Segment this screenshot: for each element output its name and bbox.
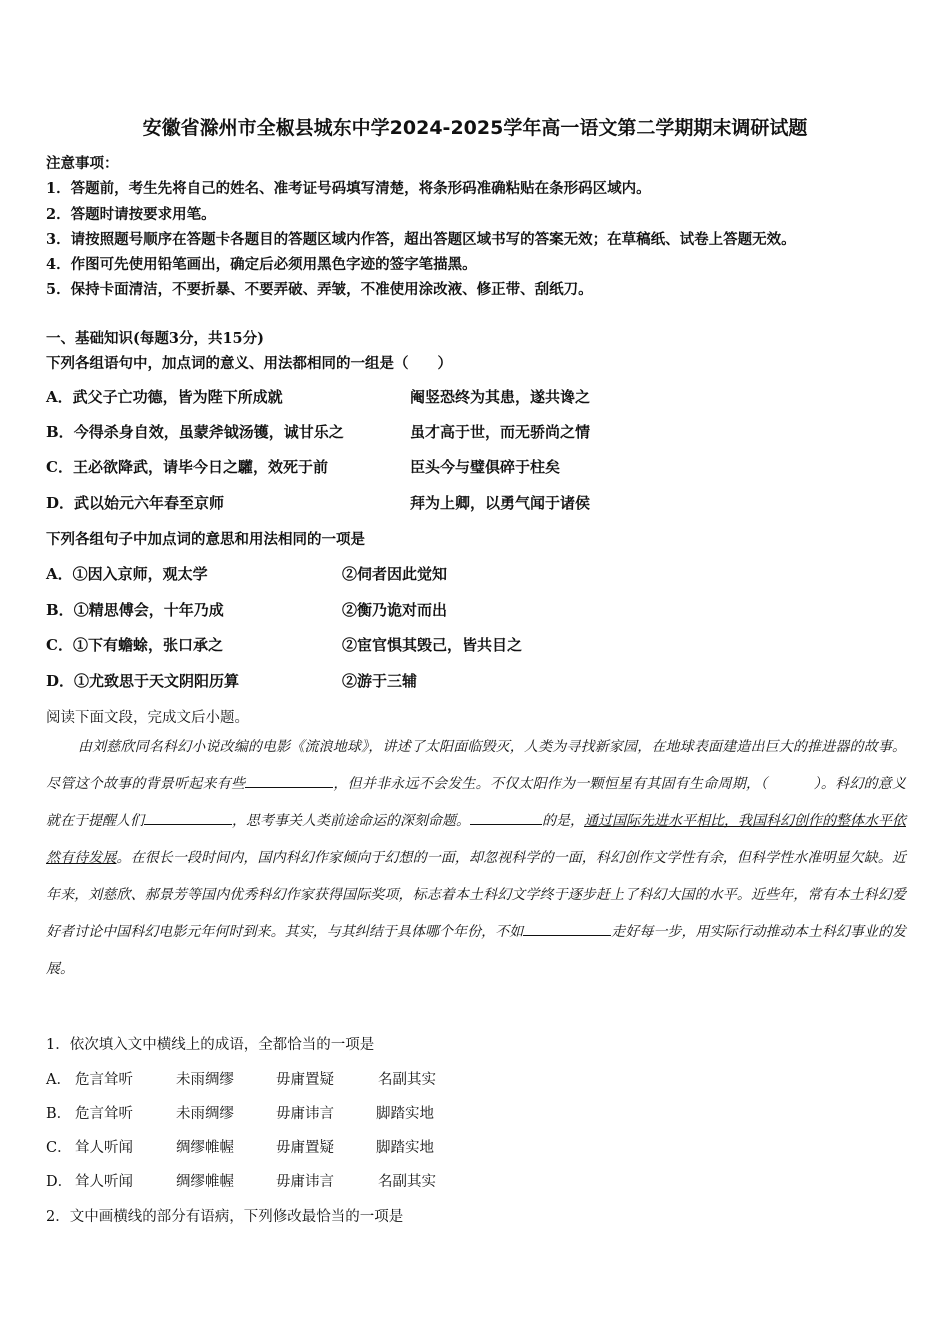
option-c-right: 臣头今与璧俱碎于柱矣	[410, 458, 561, 476]
option-left-text: 武父子亡功德，皆为陛下所成就	[72, 388, 283, 406]
notice-item: 4．作图可先使用铅笔画出，确定后必须用黑色字迹的签字笔描黑。	[46, 256, 477, 273]
section-heading: 一、基础知识(每题3分，共15分)	[46, 330, 264, 347]
option-d-right: ②游于三辅	[342, 672, 418, 690]
passage-text: ）。科幻的意义就在于提醒人们	[46, 776, 907, 829]
option-label: A．	[46, 388, 73, 406]
notice-heading: 注意事项：	[46, 155, 119, 172]
option-label: C．	[46, 636, 73, 654]
option-d-label: D．	[46, 1174, 73, 1190]
option-label: A．	[46, 565, 73, 583]
option-a-item: 毋庸置疑	[276, 1072, 334, 1088]
option-c-item: 绸缪帷幄	[176, 1140, 234, 1156]
option-a-item: 未雨绸缪	[176, 1072, 234, 1088]
option-a	[46, 563, 208, 584]
option-c-label: C．	[46, 1140, 72, 1156]
option-c-right: ②宦官惧其毁己，皆共目之	[342, 636, 523, 654]
option-b	[46, 421, 344, 442]
option-c-item: 毋庸置疑	[276, 1140, 334, 1156]
notice-item: 2．答题时请按要求用笔。	[46, 206, 216, 223]
notice-item: 1．答题前，考生先将自己的姓名、准考证号码填写清楚，将条形码准确粘贴在条形码区域内。	[46, 180, 651, 197]
passage-text: 走好每一步，用实际行动推动本土科幻事业的发展。	[46, 924, 906, 977]
option-d	[46, 670, 239, 691]
option-c-item: 脚踏实地	[376, 1140, 434, 1156]
option-b-item: 危言耸听	[75, 1106, 133, 1122]
option-d-right: 拜为上卿，以勇气闻于诸侯	[410, 494, 591, 512]
fill-blank	[470, 810, 542, 825]
question-stem: 下列各组句子中加点词的意思和用法相同的一项是	[46, 531, 365, 548]
page-title: 安徽省滁州市全椒县城东中学2024-2025学年高一语文第二学期期末调研试题	[142, 117, 808, 139]
option-d-item: 名副其实	[378, 1174, 436, 1190]
option-b-right: ②衡乃诡对而出	[342, 601, 448, 619]
underlined-sentence: 通过国际先进水平相比，我国科幻创作的整体水平依然有待发展	[46, 813, 906, 866]
option-d	[46, 492, 224, 513]
option-b-label: B．	[46, 1106, 72, 1122]
option-b-item: 毋庸讳言	[276, 1106, 334, 1122]
option-d-item: 耸人听闻	[75, 1174, 133, 1190]
fill-blank	[523, 921, 611, 936]
option-label: D．	[46, 494, 75, 512]
option-a	[46, 386, 283, 407]
option-d-item: 毋庸讳言	[276, 1174, 334, 1190]
question-stem: 1．依次填入文中横线上的成语，全都恰当的一项是	[46, 1037, 375, 1053]
reading-passage	[46, 729, 906, 988]
option-b-item: 未雨绸缪	[176, 1106, 234, 1122]
option-d-item: 绸缪帷幄	[176, 1174, 234, 1190]
option-b-right: 虽才高于世，而无骄尚之情	[410, 423, 591, 441]
option-a-item: 危言耸听	[75, 1072, 133, 1088]
option-left-text: ①因入京师，观太学	[72, 565, 208, 583]
fill-blank	[144, 810, 232, 825]
option-label: B．	[46, 423, 74, 441]
option-b-item: 脚踏实地	[376, 1106, 434, 1122]
option-left-text: ①下有蟾蜍，张口承之	[72, 636, 223, 654]
fill-blank	[245, 773, 333, 788]
option-a-right: 阉竖恐终为其患，遂共谗之	[410, 388, 591, 406]
notice-item: 5．保持卡面清洁，不要折暴、不要弄破、弄皱，不准使用涂改液、修正带、刮纸刀。	[46, 281, 593, 298]
passage-text: ，但并非永远不会发生。不仅太阳作为一颗恒星有其固有生命周期，（	[333, 776, 768, 792]
passage-text: 由刘慈欣同名科幻小说改编的电影《流浪地球》，讲述了太阳面临毁灭，人类为寻找新家园，在地球表面建造出巨大的推进器的故事。尽管这个故事的背景听起来有些	[46, 739, 906, 792]
option-label: C．	[46, 458, 73, 476]
option-left-text: ①尤致思于天文阴阳历算	[74, 672, 240, 690]
option-a-label: A．	[46, 1072, 71, 1088]
passage-text: 。在很长一段时间内，国内科幻作家倾向于幻想的一面，却忽视科学的一面，科幻创作文学性有余，但科学性水准明显欠缺。近年来，刘慈欣、郝景芳等国内优秀科幻作家获得国际奖项，标志着本土科幻文学终于逐步赶上了科幻大国的水平。近些年，常有本土科幻爱好者讨论中国科幻电影元年何时到来。其实，与其纠结于具体哪个年份，不如	[46, 850, 906, 940]
notice-item: 3．请按照题号顺序在答题卡各题目的答题区域内作答，超出答题区域书写的答案无效；在草稿纸、试卷上答题无效。	[46, 231, 796, 248]
passage-text: 的是，	[542, 813, 584, 829]
option-b	[46, 599, 224, 620]
option-c-item: 耸人听闻	[75, 1140, 133, 1156]
passage-text: ，思考事关人类前途命运的深刻命题。	[232, 813, 470, 829]
option-label: B．	[46, 601, 74, 619]
option-label: D．	[46, 672, 75, 690]
option-c	[46, 634, 223, 655]
option-left-text: 武以始元六年春至京师	[74, 494, 225, 512]
question-stem: 下列各组语句中，加点词的意义、用法都相同的一组是（ ）	[46, 355, 452, 372]
option-left-text: 今得杀身自效，虽蒙斧钺汤镬，诚甘乐之	[73, 423, 344, 441]
option-c	[46, 456, 328, 477]
reading-intro: 阅读下面文段，完成文后小题。	[46, 710, 249, 726]
option-left-text: ①精思傅会，十年乃成	[73, 601, 224, 619]
option-a-right: ②伺者因此觉知	[342, 565, 448, 583]
option-left-text: 王必欲降武，请毕今日之驩，效死于前	[72, 458, 328, 476]
option-a-item: 名副其实	[378, 1072, 436, 1088]
question-stem: 2．文中画横线的部分有语病，下列修改最恰当的一项是	[46, 1209, 404, 1225]
